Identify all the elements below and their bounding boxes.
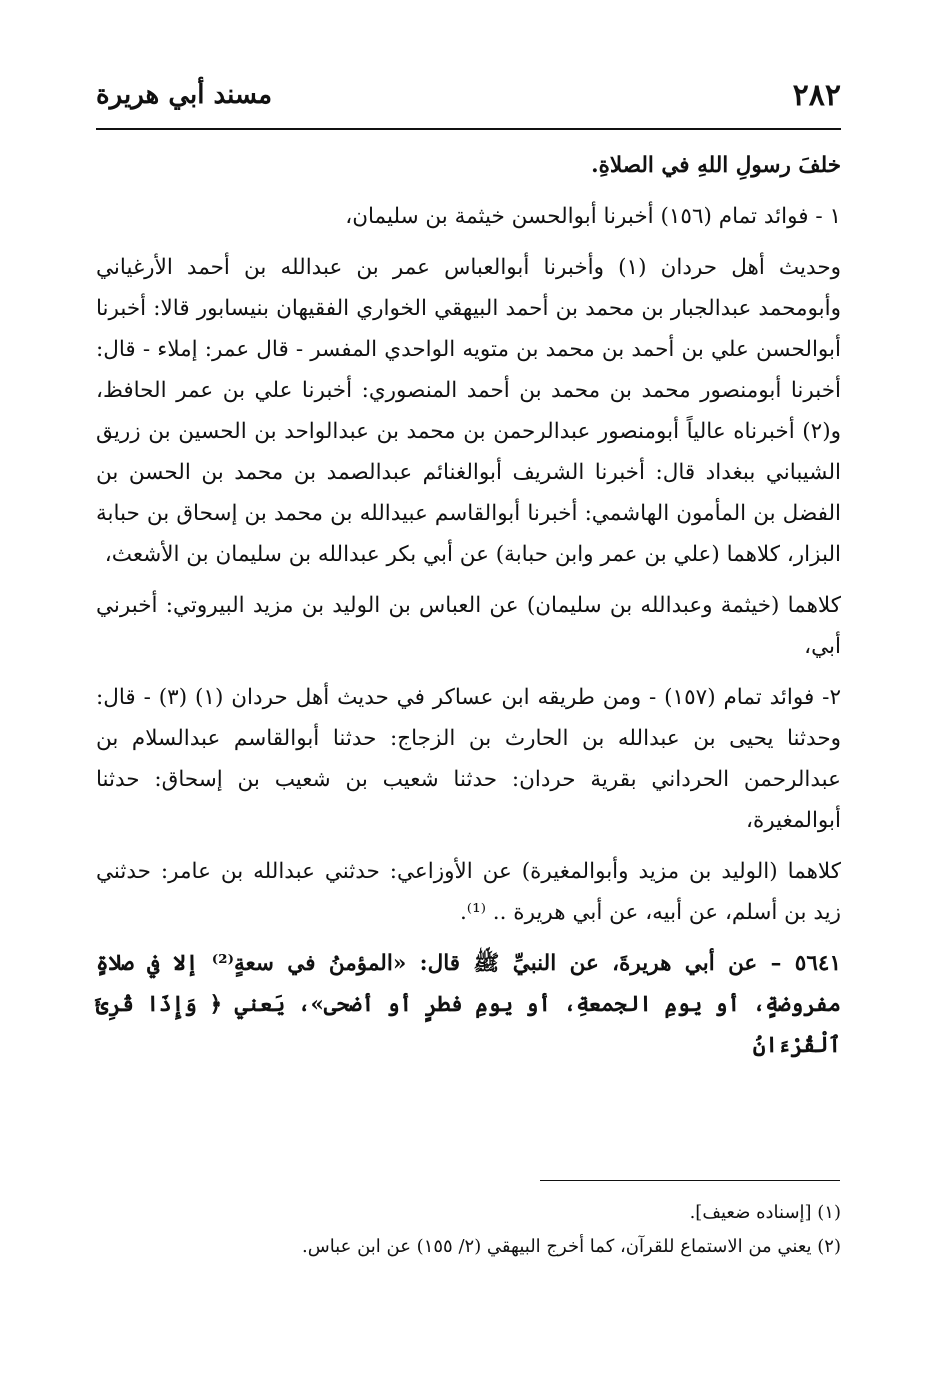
spacer <box>96 933 841 943</box>
footnote-2: (٢) يعني من الاستماع للقرآن، كما أخرج البيهقي (٢/ ١٥٥) عن ابن عباس. <box>302 1236 841 1257</box>
isnad-paragraph-3: كلاهما (خيثمة وعبدالله بن سليمان) عن العباس بن الوليد بن مزيد البيروتي: أخبرني أبي، <box>96 593 841 659</box>
footnote-divider <box>540 1180 840 1181</box>
isnad-paragraph-5: كلاهما (الوليد بن مزيد وأبوالمغيرة) عن الأوزاعي: حدثني عبدالله بن عامر: حدثني زيد بن أسلم، عن أبيه، عن أبي هريرة .. ⁽¹⁾. <box>96 859 841 925</box>
isnad-paragraph-1: ١ - فوائد تمام (١٥٦) أخبرنا أبوالحسن خيثمة بن سليمان، <box>345 204 841 229</box>
hadith-ending-line: خلفَ رسولِ اللهِ في الصلاةِ. <box>591 153 841 178</box>
spacer <box>96 667 841 677</box>
footnotes <box>96 1196 841 1264</box>
book-title: مسند أبي هريرة <box>96 80 273 110</box>
main-text <box>96 145 841 1066</box>
spacer <box>96 575 841 585</box>
page-header <box>96 78 841 122</box>
isnad-paragraph-4: ٢- فوائد تمام (١٥٧) - ومن طريقه ابن عساكر في حديث أهل حردان (١) (٣) - قال: وحدثنا يحيى بن عبدالله بن الحارث بن الزجاج: حدثنا أبوالقاسم عبدالسلام بن عبدالرحمن الحرداني بقرية حردان: حدثنا شعيب بن شعيب بن إسحاق: حدثنا أبوالمغيرة، <box>96 685 841 833</box>
spacer <box>96 186 841 196</box>
spacer <box>96 237 841 247</box>
page-number: ٢٨٢ <box>792 78 841 113</box>
hadith-5641: ٥٦٤١ – عن أبي هريرةَ، عن النبيِّ ﷺ قال: «المؤمنُ في سعةٍ⁽²⁾ إلا في صلاةٍ مفروضةٍ، أو يومِ الجمعةِ، أو يومِ فطرٍ أو أضحى»، يَعني ﴿ وَإِذَا قُرِئَ ٱلْقُرْءَانُ <box>96 951 841 1058</box>
header-divider <box>96 128 841 130</box>
spacer <box>96 841 841 851</box>
isnad-paragraph-2: وحديث أهل حردان (١) وأخبرنا أبوالعباس عمر بن عبدالله بن أحمد الأرغياني وأبومحمد عبدالجبار بن محمد بن أحمد البيهقي الخواري الفقيهان بنيسابور قالا: أخبرنا أبوالحسن علي بن أحمد بن محمد بن متويه الواحدي المفسر - قال عمر: إملاء - قال: أخبرنا أبومنصور محمد بن محمد بن أحمد المنصوري: أخبرنا علي بن عمر الحافظ، و(٢) أخبرناه عالياً أبومنصور عبدالرحمن بن محمد بن عبدالواحد بن الحسين بن زريق الشيباني ببغداد قال: أخبرنا الشريف أبوالغنائم عبدالصمد بن محمد بن الحسن بن الفضل بن المأمون الهاشمي: أخبرنا أبوالقاسم عبيدالله بن محمد بن إسحاق بن حبابة البزار، كلاهما (علي بن عمر وابن حبابة) عن أبي بكر عبدالله بن سليمان بن الأشعث، <box>96 255 841 567</box>
footnote-1: (١) [إسناده ضعيف]. <box>689 1202 841 1223</box>
